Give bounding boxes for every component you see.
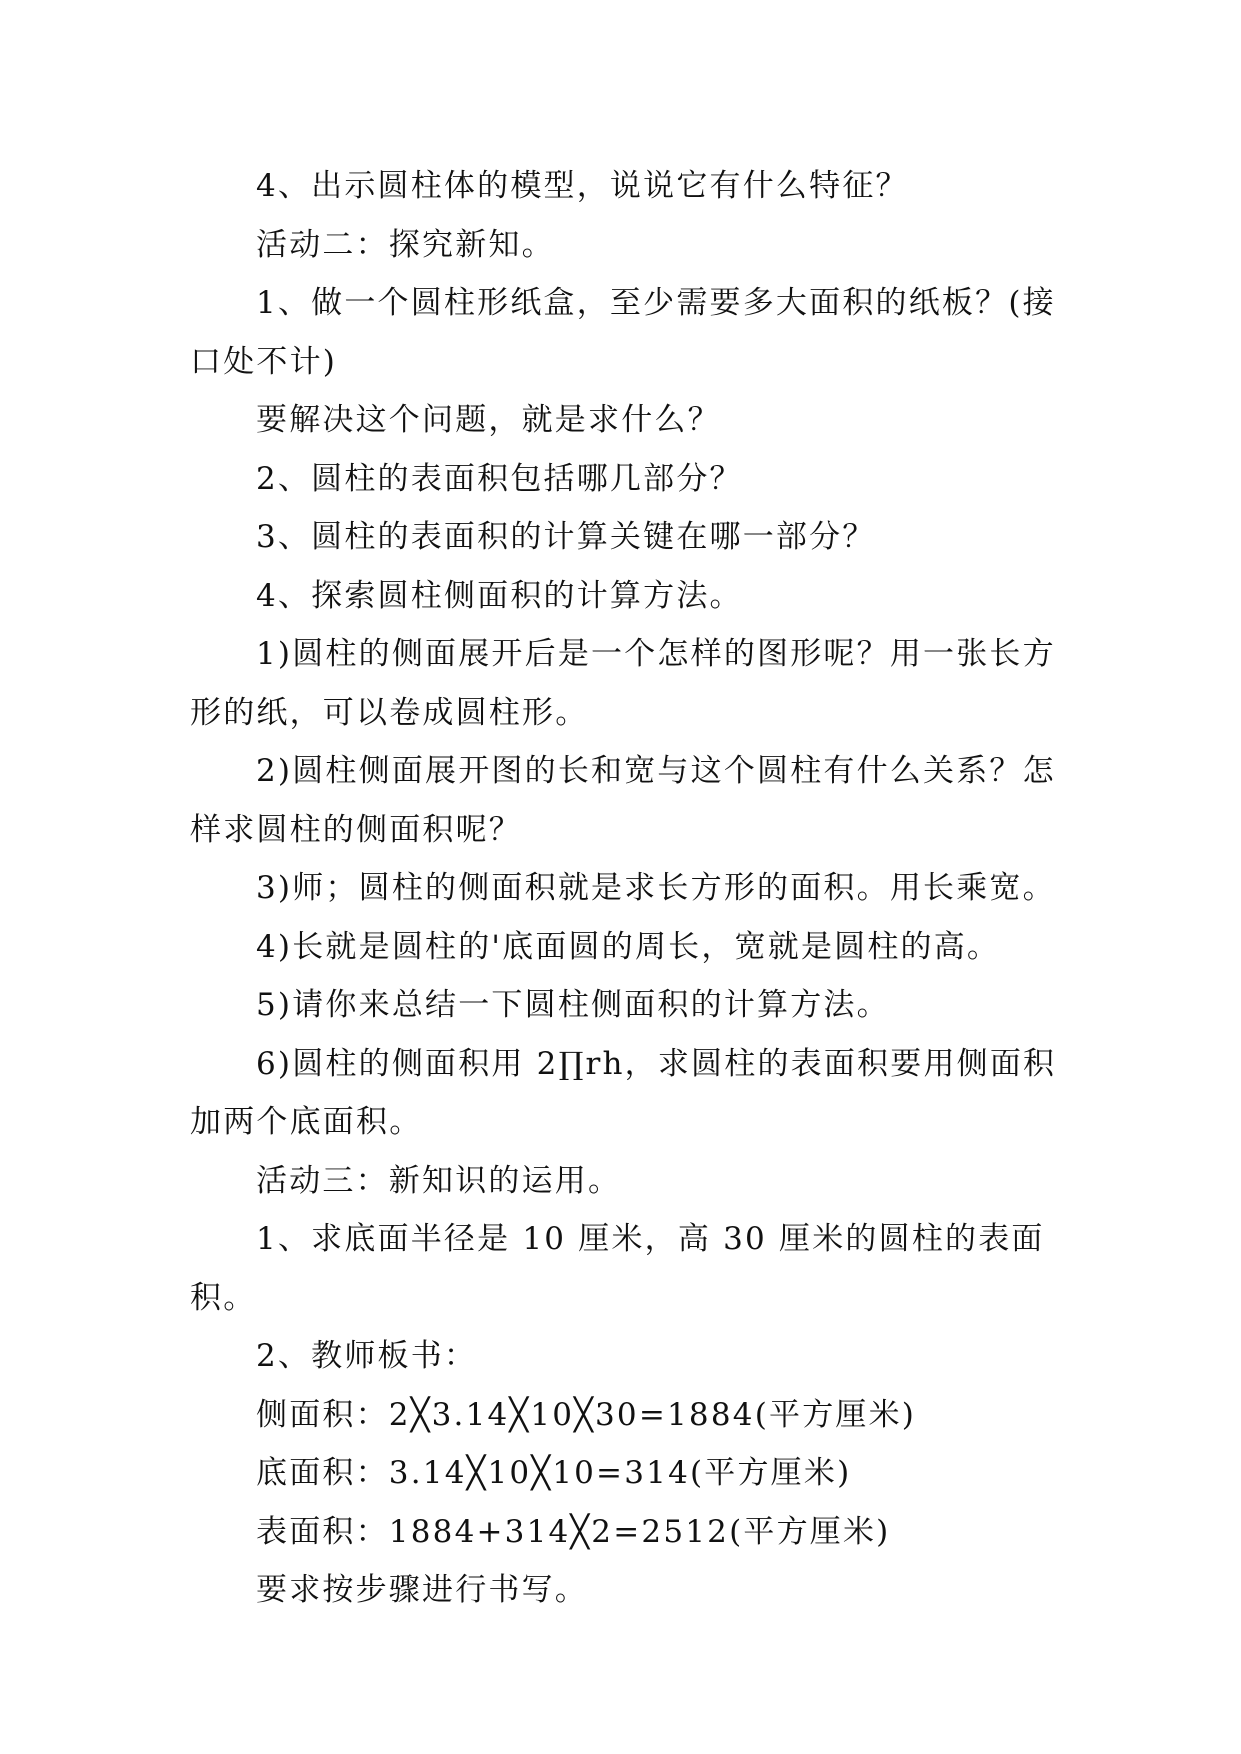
paragraph: 要求按步骤进行书写。 — [256, 1572, 588, 1608]
paragraph: 3)师；圆柱的侧面积就是求长方形的面积。用长乘宽。 — [256, 870, 1056, 906]
paragraph: 3、圆柱的表面积的计算关键在哪一部分？ — [256, 519, 876, 555]
section-heading: 活动二：探究新知。 — [256, 226, 555, 263]
formula-line: 表面积：1884+314╳2=2512(平方厘米) — [256, 1513, 891, 1550]
paragraph: 4、探索圆柱侧面积的计算方法。 — [256, 577, 743, 614]
paragraph: 6)圆柱的侧面积用 2∏rh，求圆柱的表面积要用侧面积加两个底面积。 — [190, 1045, 1057, 1140]
paragraph: 2)圆柱侧面展开图的长和宽与这个圆柱有什么关系？怎样求圆柱的侧面积呢？ — [190, 753, 1056, 848]
document-body — [190, 157, 1070, 1620]
section-heading: 活动三：新知识的运用。 — [256, 1162, 622, 1199]
paragraph: 1、做一个圆柱形纸盒，至少需要多大面积的纸板？(接口处不计) — [190, 285, 1056, 380]
paragraph: 1、求底面半径是 10 厘米，高 30 厘米的圆柱的表面积。 — [190, 1221, 1045, 1316]
paragraph: 4、出示圆柱体的模型，说说它有什么特征？ — [256, 168, 909, 204]
paragraph: 5)请你来总结一下圆柱侧面积的计算方法。 — [256, 987, 890, 1023]
formula-line: 侧面积：2╳3.14╳10╳30=1884(平方厘米) — [256, 1396, 917, 1433]
paragraph: 4)长就是圆柱的'底面圆的周长，宽就是圆柱的高。 — [256, 928, 1001, 965]
formula-line: 底面积：3.14╳10╳10=314(平方厘米) — [256, 1455, 852, 1491]
paragraph: 2、教师板书： — [256, 1338, 478, 1374]
paragraph: 2、圆柱的表面积包括哪几部分？ — [256, 460, 743, 497]
paragraph: 要解决这个问题，就是求什么？ — [256, 402, 721, 438]
paragraph: 1)圆柱的侧面展开后是一个怎样的图形呢？用一张长方形的纸，可以卷成圆柱形。 — [190, 636, 1056, 731]
